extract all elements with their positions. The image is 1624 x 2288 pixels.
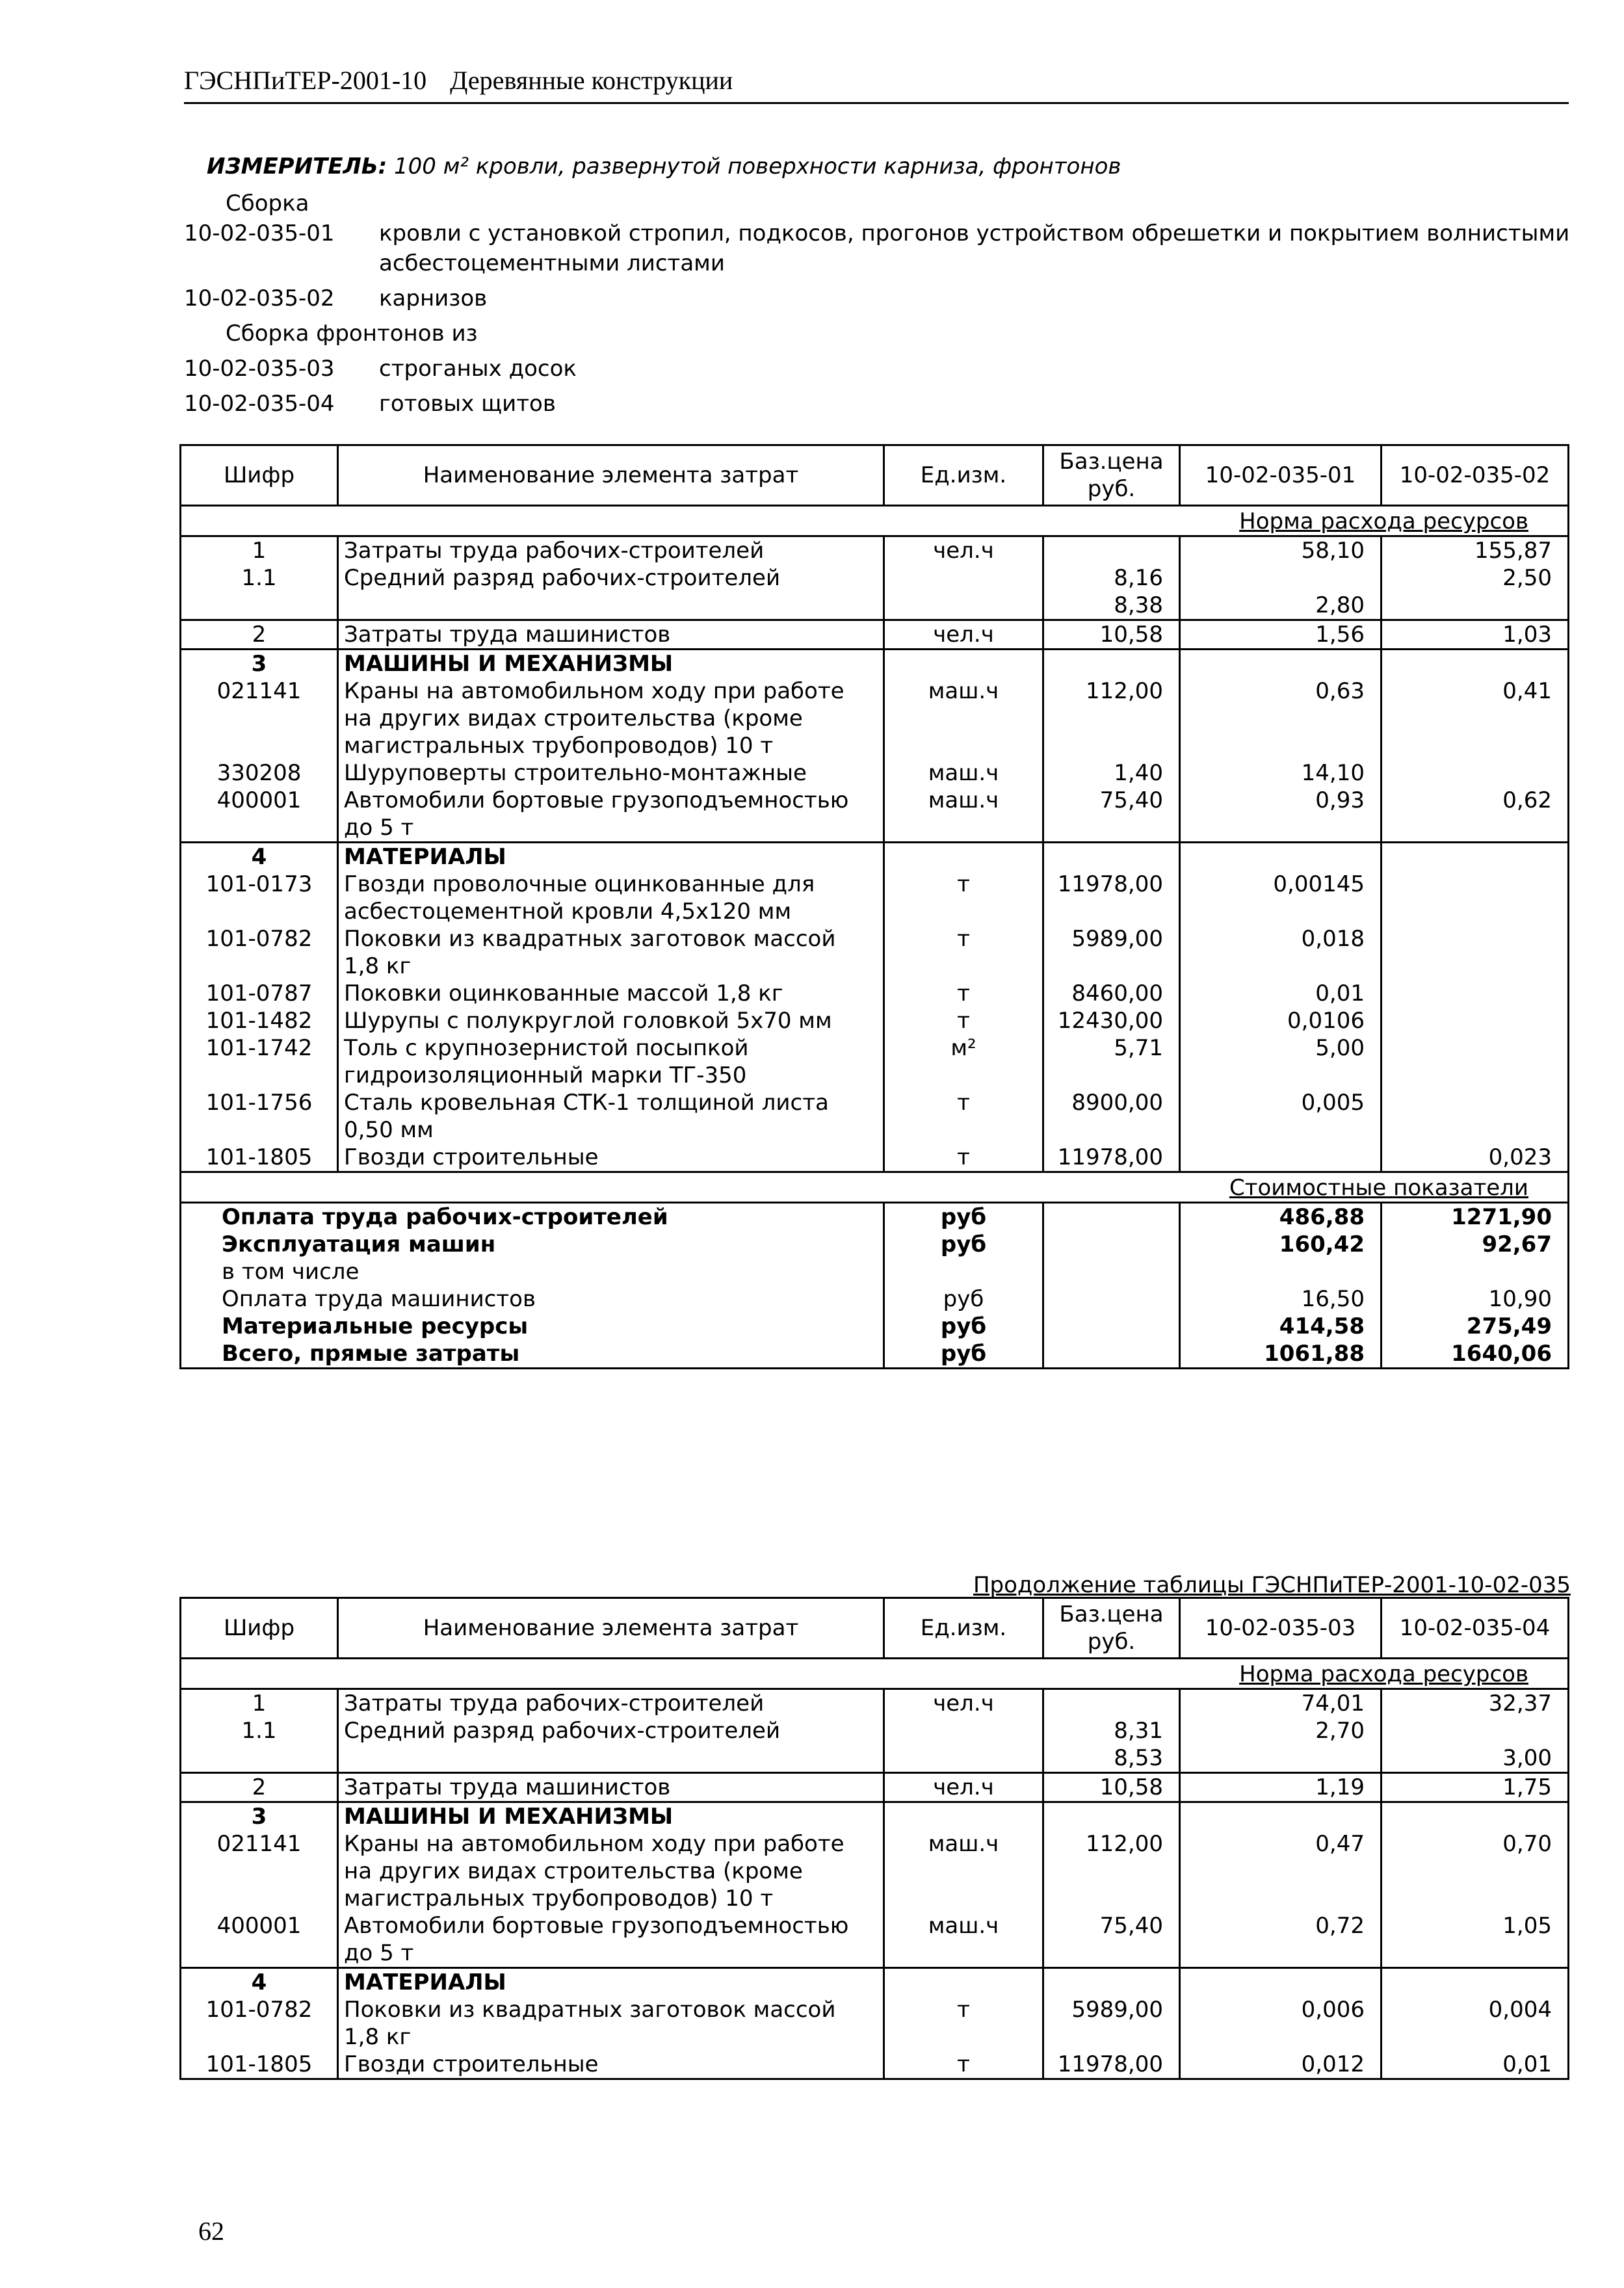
col-price-header: Баз.цена руб. bbox=[1043, 445, 1180, 506]
row-unit: маш.ч bbox=[884, 1912, 1043, 1968]
row-name: МАШИНЫ И МЕХАНИЗМЫ bbox=[338, 1802, 884, 1831]
row-price bbox=[1043, 1802, 1180, 1831]
row-value-a bbox=[1180, 843, 1382, 871]
row-code: 021141 bbox=[181, 1830, 338, 1912]
table-row bbox=[181, 592, 1569, 620]
row-name: Шуруповерты строительно-монтажные bbox=[338, 759, 884, 787]
code-item bbox=[184, 218, 1582, 278]
row-name bbox=[338, 1744, 884, 1773]
row-unit: чел.ч bbox=[884, 1773, 1043, 1802]
row-unit: маш.ч bbox=[884, 677, 1043, 759]
row-name: Средний разряд рабочих-строителей bbox=[338, 1717, 884, 1744]
row-value-a: 74,01 bbox=[1180, 1689, 1382, 1718]
row-unit bbox=[884, 592, 1043, 620]
row-name: Автомобили бортовые грузоподъемностью до 5 т bbox=[338, 1912, 884, 1968]
cost-value-a: 16,50 bbox=[1180, 1285, 1382, 1313]
row-price: 1,40 bbox=[1043, 759, 1180, 787]
row-price: 8460,00 bbox=[1043, 980, 1180, 1007]
row-code: 101-0782 bbox=[181, 1996, 338, 2051]
code-item bbox=[184, 354, 1582, 384]
meter-line bbox=[207, 153, 1121, 179]
row-price: 10,58 bbox=[1043, 620, 1180, 650]
row-value-a bbox=[1180, 650, 1382, 678]
col-a-header: 10-02-035-03 bbox=[1180, 1598, 1382, 1659]
row-name: Средний разряд рабочих-строителей bbox=[338, 564, 884, 592]
row-price: 75,40 bbox=[1043, 1912, 1180, 1968]
row-code: 330208 bbox=[181, 759, 338, 787]
row-value-a: 0,93 bbox=[1180, 787, 1382, 843]
row-name: Гвозди строительные bbox=[338, 2051, 884, 2079]
norm-band-row bbox=[181, 506, 1569, 536]
row-value-b bbox=[1382, 1968, 1569, 1997]
row-name: Сталь кровельная СТК-1 толщиной листа 0,50 мм bbox=[338, 1089, 884, 1144]
row-name: Шурупы с полукруглой головкой 5х70 мм bbox=[338, 1007, 884, 1034]
cost-unit: руб bbox=[884, 1340, 1043, 1369]
cost-row bbox=[181, 1231, 1569, 1258]
row-code: 2 bbox=[181, 620, 338, 650]
cost-value-b bbox=[1382, 1258, 1569, 1285]
row-unit: маш.ч bbox=[884, 759, 1043, 787]
row-value-a: 1,19 bbox=[1180, 1773, 1382, 1802]
norm-band-label: Норма расхода ресурсов bbox=[1239, 508, 1528, 534]
row-price: 8,53 bbox=[1043, 1744, 1180, 1773]
row-value-a: 58,10 bbox=[1180, 536, 1382, 565]
row-value-a: 0,01 bbox=[1180, 980, 1382, 1007]
cost-band-label: Стоимостные показатели bbox=[1229, 1175, 1528, 1201]
table-row bbox=[181, 564, 1569, 592]
row-value-a: 0,0106 bbox=[1180, 1007, 1382, 1034]
row-code: 4 bbox=[181, 843, 338, 871]
row-value-b: 2,50 bbox=[1382, 564, 1569, 592]
code-item-text: карнизов bbox=[379, 285, 488, 311]
table-row bbox=[181, 1034, 1569, 1089]
table-row bbox=[181, 2051, 1569, 2079]
row-value-b: 0,004 bbox=[1382, 1996, 1569, 2051]
row-value-a: 0,012 bbox=[1180, 2051, 1382, 2079]
row-value-a: 0,018 bbox=[1180, 925, 1382, 980]
cost-price-empty bbox=[1043, 1340, 1180, 1369]
group-heading: Сборка фронтонов из bbox=[226, 321, 478, 347]
row-unit: маш.ч bbox=[884, 1830, 1043, 1912]
cost-unit bbox=[884, 1258, 1043, 1285]
code-item-code: 10-02-035-03 bbox=[184, 356, 335, 382]
cost-value-a: 486,88 bbox=[1180, 1203, 1382, 1231]
row-value-a bbox=[1180, 1802, 1382, 1831]
row-code: 3 bbox=[181, 1802, 338, 1831]
row-unit: т bbox=[884, 1996, 1043, 2051]
row-value-b bbox=[1382, 592, 1569, 620]
cost-price-empty bbox=[1043, 1313, 1180, 1340]
table-row bbox=[181, 1744, 1569, 1773]
cost-row bbox=[181, 1258, 1569, 1285]
row-unit: т bbox=[884, 1089, 1043, 1144]
row-value-b bbox=[1382, 925, 1569, 980]
row-code: 101-0782 bbox=[181, 925, 338, 980]
row-code: 1.1 bbox=[181, 564, 338, 592]
row-value-b bbox=[1382, 980, 1569, 1007]
row-value-a bbox=[1180, 1968, 1382, 1997]
table-row bbox=[181, 787, 1569, 843]
row-unit bbox=[884, 1802, 1043, 1831]
table-row bbox=[181, 759, 1569, 787]
row-code: 101-1805 bbox=[181, 1144, 338, 1172]
row-price: 5989,00 bbox=[1043, 925, 1180, 980]
col-code-header: Шифр bbox=[181, 1598, 338, 1659]
table-row bbox=[181, 650, 1569, 678]
row-value-a bbox=[1180, 1744, 1382, 1773]
cost-row bbox=[181, 1340, 1569, 1369]
row-value-b: 0,023 bbox=[1382, 1144, 1569, 1172]
row-value-a: 2,80 bbox=[1180, 592, 1382, 620]
cost-name: в том числе bbox=[181, 1258, 884, 1285]
code-item-text: кровли с установкой стропил, подкосов, прогонов устройством обрешетки и покрытием волнистыми асбестоцементными листами bbox=[379, 220, 1570, 276]
row-name: Затраты труда машинистов bbox=[338, 1773, 884, 1802]
col-code-header: Шифр bbox=[181, 445, 338, 506]
page-number: 62 bbox=[198, 2216, 224, 2246]
col-price-header: Баз.цена руб. bbox=[1043, 1598, 1180, 1659]
table2-body bbox=[181, 1598, 1569, 2079]
row-value-b bbox=[1382, 650, 1569, 678]
row-code: 021141 bbox=[181, 677, 338, 759]
code-item-text: готовых щитов bbox=[379, 391, 556, 417]
row-unit bbox=[884, 1744, 1043, 1773]
row-name bbox=[338, 592, 884, 620]
row-code: 400001 bbox=[181, 787, 338, 843]
row-name: Затраты труда рабочих-строителей bbox=[338, 1689, 884, 1718]
row-code: 101-0787 bbox=[181, 980, 338, 1007]
row-name: Гвозди проволочные оцинкованные для асбестоцементной кровли 4,5х120 мм bbox=[338, 871, 884, 925]
group-heading: Сборка bbox=[226, 191, 309, 217]
table-row bbox=[181, 1144, 1569, 1172]
row-value-b: 1,05 bbox=[1382, 1912, 1569, 1968]
row-value-a bbox=[1180, 1144, 1382, 1172]
row-price bbox=[1043, 1968, 1180, 1997]
cost-row bbox=[181, 1313, 1569, 1340]
row-value-b bbox=[1382, 759, 1569, 787]
row-value-a: 0,72 bbox=[1180, 1912, 1382, 1968]
row-value-a: 0,63 bbox=[1180, 677, 1382, 759]
cost-price-empty bbox=[1043, 1203, 1180, 1231]
cost-value-b: 275,49 bbox=[1382, 1313, 1569, 1340]
code-item-code: 10-02-035-01 bbox=[184, 220, 335, 246]
row-unit bbox=[884, 650, 1043, 678]
cost-name: Эксплуатация машин bbox=[181, 1231, 884, 1258]
table-row bbox=[181, 980, 1569, 1007]
row-value-b bbox=[1382, 1802, 1569, 1831]
row-value-a: 0,006 bbox=[1180, 1996, 1382, 2051]
table-row bbox=[181, 871, 1569, 925]
cost-unit: руб bbox=[884, 1203, 1043, 1231]
row-unit: чел.ч bbox=[884, 536, 1043, 565]
col-unit-header: Ед.изм. bbox=[884, 445, 1043, 506]
row-code: 4 bbox=[181, 1968, 338, 1997]
cost-name: Оплата труда рабочих-строителей bbox=[181, 1203, 884, 1231]
row-price: 75,40 bbox=[1043, 787, 1180, 843]
row-value-b: 0,41 bbox=[1382, 677, 1569, 759]
cost-value-b: 92,67 bbox=[1382, 1231, 1569, 1258]
row-value-a bbox=[1180, 564, 1382, 592]
row-price: 11978,00 bbox=[1043, 871, 1180, 925]
cost-value-a: 160,42 bbox=[1180, 1231, 1382, 1258]
row-value-b: 0,01 bbox=[1382, 2051, 1569, 2079]
table-row bbox=[181, 925, 1569, 980]
col-b-header: 10-02-035-02 bbox=[1382, 445, 1569, 506]
row-unit: т bbox=[884, 980, 1043, 1007]
cost-row bbox=[181, 1285, 1569, 1313]
row-name: МАТЕРИАЛЫ bbox=[338, 843, 884, 871]
cost-price-empty bbox=[1043, 1258, 1180, 1285]
row-unit: т bbox=[884, 1144, 1043, 1172]
cost-name: Материальные ресурсы bbox=[181, 1313, 884, 1340]
row-value-a: 5,00 bbox=[1180, 1034, 1382, 1089]
row-price: 112,00 bbox=[1043, 677, 1180, 759]
row-name: Автомобили бортовые грузоподъемностью до 5 т bbox=[338, 787, 884, 843]
row-name: Затраты труда рабочих-строителей bbox=[338, 536, 884, 565]
table-row bbox=[181, 1089, 1569, 1144]
row-name: Гвозди строительные bbox=[338, 1144, 884, 1172]
row-price: 12430,00 bbox=[1043, 1007, 1180, 1034]
row-value-a: 14,10 bbox=[1180, 759, 1382, 787]
row-name: Краны на автомобильном ходу при работе на других видах строительства (кроме магистральных трубопроводов) 10 т bbox=[338, 677, 884, 759]
table-row bbox=[181, 1717, 1569, 1744]
table-row bbox=[181, 536, 1569, 565]
code-item-code: 10-02-035-04 bbox=[184, 391, 335, 417]
row-name: Затраты труда машинистов bbox=[338, 620, 884, 650]
row-unit: чел.ч bbox=[884, 620, 1043, 650]
row-value-b: 3,00 bbox=[1382, 1744, 1569, 1773]
row-value-a: 0,005 bbox=[1180, 1089, 1382, 1144]
resource-table-2 bbox=[179, 1597, 1569, 2080]
cost-price-empty bbox=[1043, 1285, 1180, 1313]
row-price bbox=[1043, 536, 1180, 565]
row-unit: т bbox=[884, 2051, 1043, 2079]
row-value-a: 0,47 bbox=[1180, 1830, 1382, 1912]
col-b-header: 10-02-035-04 bbox=[1382, 1598, 1569, 1659]
row-value-a: 1,56 bbox=[1180, 620, 1382, 650]
row-code: 101-0173 bbox=[181, 871, 338, 925]
cost-value-a: 1061,88 bbox=[1180, 1340, 1382, 1369]
cost-band-row bbox=[181, 1172, 1569, 1203]
cost-value-b: 10,90 bbox=[1382, 1285, 1569, 1313]
resource-table-1 bbox=[179, 444, 1569, 1369]
row-name: МАШИНЫ И МЕХАНИЗМЫ bbox=[338, 650, 884, 678]
row-price bbox=[1043, 650, 1180, 678]
row-value-b: 155,87 bbox=[1382, 536, 1569, 565]
row-code: 101-1482 bbox=[181, 1007, 338, 1034]
col-name-header: Наименование элемента затрат bbox=[338, 1598, 884, 1659]
row-unit: чел.ч bbox=[884, 1689, 1043, 1718]
row-price: 8,31 bbox=[1043, 1717, 1180, 1744]
table-row bbox=[181, 1773, 1569, 1802]
table1-body bbox=[181, 445, 1569, 1369]
table-row bbox=[181, 843, 1569, 871]
cost-price-empty bbox=[1043, 1231, 1180, 1258]
row-code: 3 bbox=[181, 650, 338, 678]
row-code bbox=[181, 592, 338, 620]
meter-text: 100 м² кровли, развернутой поверхности карниза, фронтонов bbox=[394, 153, 1121, 179]
row-price bbox=[1043, 843, 1180, 871]
row-code: 1 bbox=[181, 536, 338, 565]
row-code: 2 bbox=[181, 1773, 338, 1802]
col-name-header: Наименование элемента затрат bbox=[338, 445, 884, 506]
header-code: ГЭСНПиТЕР-2001-10 bbox=[184, 66, 427, 95]
page-header bbox=[184, 65, 1569, 104]
row-unit bbox=[884, 1968, 1043, 1997]
header-title: Деревянные конструкции bbox=[450, 66, 733, 95]
row-value-b bbox=[1382, 871, 1569, 925]
row-value-b bbox=[1382, 1717, 1569, 1744]
row-code bbox=[181, 1744, 338, 1773]
cost-unit: руб bbox=[884, 1231, 1043, 1258]
row-unit: т bbox=[884, 871, 1043, 925]
cost-unit: руб bbox=[884, 1285, 1043, 1313]
row-unit bbox=[884, 564, 1043, 592]
code-item bbox=[184, 389, 1582, 419]
col-a-header: 10-02-035-01 bbox=[1180, 445, 1382, 506]
row-price: 8,16 bbox=[1043, 564, 1180, 592]
table-row bbox=[181, 1968, 1569, 1997]
code-list bbox=[184, 189, 1582, 419]
row-unit: м² bbox=[884, 1034, 1043, 1089]
cost-value-a: 414,58 bbox=[1180, 1313, 1382, 1340]
row-code: 1 bbox=[181, 1689, 338, 1718]
row-value-b: 1,03 bbox=[1382, 620, 1569, 650]
row-value-a: 2,70 bbox=[1180, 1717, 1382, 1744]
row-code: 101-1805 bbox=[181, 2051, 338, 2079]
row-name: Поковки из квадратных заготовок массой 1,8 кг bbox=[338, 925, 884, 980]
row-price: 5,71 bbox=[1043, 1034, 1180, 1089]
cost-name: Оплата труда машинистов bbox=[181, 1285, 884, 1313]
continuation-caption: Продолжение таблицы ГЭСНПиТЕР-2001-10-02-035 bbox=[973, 1572, 1571, 1598]
cost-value-b: 1271,90 bbox=[1382, 1203, 1569, 1231]
row-value-b bbox=[1382, 1089, 1569, 1144]
row-price: 11978,00 bbox=[1043, 1144, 1180, 1172]
row-price bbox=[1043, 1689, 1180, 1718]
row-name: Поковки оцинкованные массой 1,8 кг bbox=[338, 980, 884, 1007]
code-item-code: 10-02-035-02 bbox=[184, 285, 335, 311]
row-price: 8900,00 bbox=[1043, 1089, 1180, 1144]
cost-value-b: 1640,06 bbox=[1382, 1340, 1569, 1369]
table-row bbox=[181, 1830, 1569, 1912]
table-row bbox=[181, 1007, 1569, 1034]
cost-value-a bbox=[1180, 1258, 1382, 1285]
row-value-b bbox=[1382, 1007, 1569, 1034]
row-unit bbox=[884, 1717, 1043, 1744]
cost-unit: руб bbox=[884, 1313, 1043, 1340]
row-value-b: 0,70 bbox=[1382, 1830, 1569, 1912]
table2-header-row bbox=[181, 1598, 1569, 1659]
row-name: Толь с крупнозернистой посыпкой гидроизоляционный марки ТГ-350 bbox=[338, 1034, 884, 1089]
row-value-b bbox=[1382, 843, 1569, 871]
row-code: 1.1 bbox=[181, 1717, 338, 1744]
row-unit: маш.ч bbox=[884, 787, 1043, 843]
col-unit-header: Ед.изм. bbox=[884, 1598, 1043, 1659]
cost-name: Всего, прямые затраты bbox=[181, 1340, 884, 1369]
table1-header-row bbox=[181, 445, 1569, 506]
table-row bbox=[181, 677, 1569, 759]
row-name: МАТЕРИАЛЫ bbox=[338, 1968, 884, 1997]
row-price: 10,58 bbox=[1043, 1773, 1180, 1802]
table-row bbox=[181, 1689, 1569, 1718]
meter-label: ИЗМЕРИТЕЛЬ: bbox=[207, 153, 387, 179]
row-value-b: 0,62 bbox=[1382, 787, 1569, 843]
row-price: 11978,00 bbox=[1043, 2051, 1180, 2079]
row-unit: т bbox=[884, 1007, 1043, 1034]
row-name: Поковки из квадратных заготовок массой 1,8 кг bbox=[338, 1996, 884, 2051]
table-row bbox=[181, 1912, 1569, 1968]
norm-band-row bbox=[181, 1659, 1569, 1689]
row-value-b: 1,75 bbox=[1382, 1773, 1569, 1802]
row-code: 101-1742 bbox=[181, 1034, 338, 1089]
code-item bbox=[184, 283, 1582, 313]
row-value-b bbox=[1382, 1034, 1569, 1089]
row-value-a: 0,00145 bbox=[1180, 871, 1382, 925]
row-name: Краны на автомобильном ходу при работе на других видах строительства (кроме магистральных трубопроводов) 10 т bbox=[338, 1830, 884, 1912]
row-code: 400001 bbox=[181, 1912, 338, 1968]
row-unit bbox=[884, 843, 1043, 871]
row-unit: т bbox=[884, 925, 1043, 980]
row-price: 112,00 bbox=[1043, 1830, 1180, 1912]
row-price: 8,38 bbox=[1043, 592, 1180, 620]
row-price: 5989,00 bbox=[1043, 1996, 1180, 2051]
table-row bbox=[181, 1996, 1569, 2051]
row-code: 101-1756 bbox=[181, 1089, 338, 1144]
code-item-text: строганых досок bbox=[379, 356, 577, 382]
cost-row bbox=[181, 1203, 1569, 1231]
table-row bbox=[181, 1802, 1569, 1831]
row-value-b: 32,37 bbox=[1382, 1689, 1569, 1718]
norm-band-label: Норма расхода ресурсов bbox=[1239, 1661, 1528, 1687]
table-row bbox=[181, 620, 1569, 650]
